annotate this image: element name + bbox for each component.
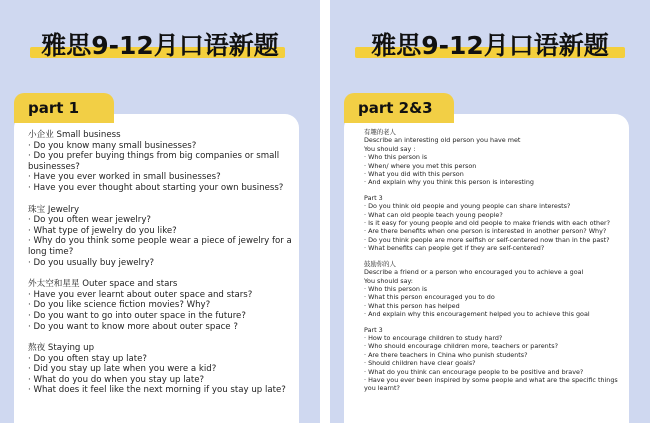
page-title: 雅思9-12月口语新题 [41,31,279,60]
question-line: You should say: [364,276,413,285]
section-heading: 小企业 Small business [28,130,121,140]
question-line: · What does it feel like the next morning if you stay up late? [28,385,286,396]
question-line: · When/ where you met this person [364,161,477,170]
section [364,194,626,253]
question-line: · How to encourage children to study hard? [364,333,503,342]
right-panel [330,0,650,423]
question-line: · Did you stay up late when you were a kid? [28,364,217,375]
question-line: · Do you often wear jewelry? [28,215,151,226]
question-line: · Are there benefits when one person is interested in another person? Why? [364,227,607,236]
question-line: · What this person has helped [364,301,460,310]
question-line: · Should children have clear goals? [364,359,476,368]
section [28,130,298,194]
question-line: · Do you often stay up late? [28,353,147,364]
section-heading: Part 3 [364,325,383,334]
question-line: · Who this person is [364,153,428,162]
question-line: · Who should encourage children more, teachers or parents? [364,342,558,351]
question-line: · Do you usually buy jewelry? [28,257,155,268]
section-heading: 鼓励你的人 [364,259,396,268]
question-line: · Do you think old people and young people can share interests? [364,202,571,211]
question-line: · Who this person is [364,284,428,293]
question-line: · Why do you think some people wear a piece of jewelry for a long time? [28,236,292,257]
question-line: · And explain why this encouragement helped you to achieve this goal [364,310,590,319]
question-line: · Do you know many small businesses? [28,140,197,151]
question-line: · Have you ever learnt about outer space and stars? [28,289,253,300]
question-line: · Is it easy for young people and old people to make friends with each other? [364,219,611,228]
question-line: · Do you want to know more about outer space ? [28,321,238,332]
section [364,260,626,319]
section-heading: 熬夜 Staying up [28,343,95,354]
panel-divider [320,0,330,423]
section-heading: Part 3 [364,193,383,202]
question-line: · Do you want to go into outer space in the future? [28,310,246,321]
question-line: · What benefits can people get if they are self-centered? [364,244,545,253]
page-title: 雅思9-12月口语新题 [371,31,609,60]
section [28,205,298,269]
question-line: · Have you ever been inspired by some people and what are the specific things you learnt? [364,375,618,393]
question-line: · What do you think can encourage people to be positive and brave? [364,367,584,376]
question-line: · Have you ever thought about starting your own business? [28,182,284,193]
question-line: · And explain why you think this person is interesting [364,178,534,187]
question-line: · Are there teachers in China who punish students? [364,350,528,359]
question-line: Describe a friend or a person who encouraged you to achieve a goal [364,268,584,277]
section [28,343,298,396]
question-line: Describe an interesting old person you have met [364,136,521,145]
section [364,128,626,187]
part-tab: part 2&3 [344,93,454,123]
question-line: · Do you like science fiction movies? Why? [28,300,211,311]
question-line: You should say : [364,144,416,153]
question-line: · What do you do when you stay up late? [28,374,205,385]
section-heading: 珠宝 Jewelry [28,204,80,215]
content-body [28,130,298,407]
section [364,326,626,393]
part-tab: part 1 [14,93,114,123]
section-heading: 外太空和星星 Outer space and stars [28,279,178,290]
question-line: · Have you ever worked in small businesses? [28,172,221,183]
section-heading: 有趣的老人 [364,128,396,136]
section [28,279,298,332]
question-line: · Do you prefer buying things from big companies or small businesses? [28,151,280,172]
question-line: · What can old people teach young people? [364,210,503,219]
question-line: · What you did with this person [364,170,464,179]
question-line: · What this person encouraged you to do [364,293,495,302]
question-line: · Do you think people are more selfish or self-centered now than in the past? [364,235,610,244]
content-body [364,128,626,400]
left-panel [0,0,320,423]
question-line: · What type of jewelry do you like? [28,225,177,236]
